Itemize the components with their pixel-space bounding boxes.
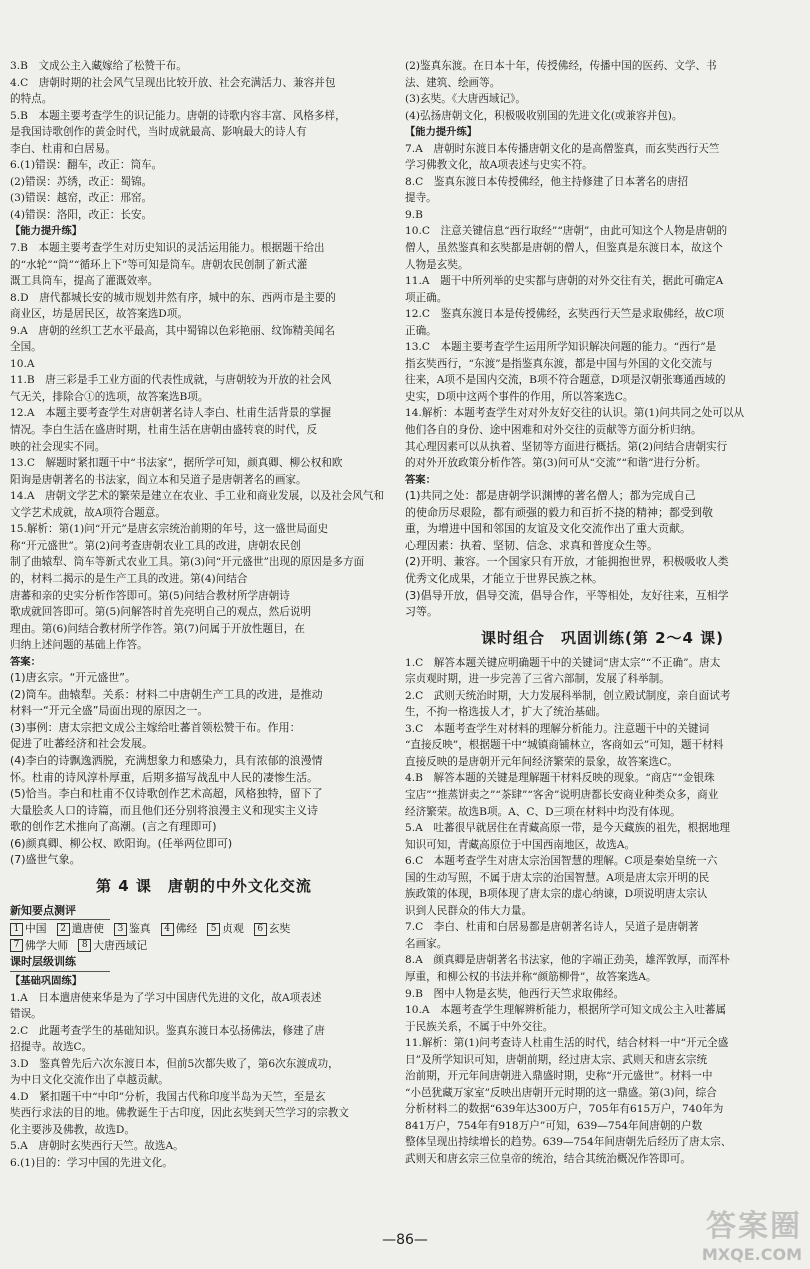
text-line: 3.D 鉴真曾先后六次东渡日本，但前5次都失败了，第6次东渡成功， [10,1057,339,1070]
text-line: 10.A [10,357,35,370]
text-line: 3.C 本题考查学生对材料的理解分析能力。注意题干中的关键词 [405,722,710,735]
text-line: (1)共同之处：都是唐朝学识渊博的著名僧人；都为完成自己 [405,489,696,503]
text-line: 错误。 [10,1008,42,1021]
text-line: 全国。 [10,341,42,354]
text-line: 知识可知，青藏高原位于中国西南地区，故选A。 [405,838,636,851]
text-line: 奘西行求法的目的地。佛教诞生于古印度，因此玄奘到天竺学习的宗教文 [10,1107,349,1120]
text-line: 阳询是唐朝著名的书法家，阎立本和吴道子是唐朝著名的画家。 [10,473,307,486]
text-line: 国的生动写照，不属于唐太宗的治国智慧。A项是唐太宗开明的民 [405,871,710,884]
answer-label: 答案： [10,655,41,668]
text-line: 治前期，开元年间唐朝进入鼎盛时期，史称“开元盛世”。材料一中 [405,1070,713,1083]
text-line: 僧人，虽然鉴真和玄奘都是唐朝的僧人，但鉴真是东渡日本，故这个 [405,242,723,255]
text-line: 唐蕃和亲的史实分析作答即可。第(5)问结合教材所学唐朝诗 [10,589,290,602]
text-line: 10.C 注意关键信息“西行取经”“唐朝”，由此可知这个人物是唐朝的 [405,225,728,238]
text-line: (1)唐玄宗。“开元盛世”。 [10,671,136,685]
text-line: 12.C 鉴真东渡日本是传授佛经，玄奘西行天竺是求取佛经，故C项 [405,308,725,321]
text-line: (5)恰当。李白和杜甫不仅诗歌创作艺术高超，风格独特，留下了 [10,787,323,801]
text-line: 8.D 唐代都城长安的城市规划井然有序，城中的东、西两市是主要的 [10,291,336,304]
text-line: 情况。李白生活在盛唐时期，杜甫生活在唐朝由盛转衰的时代，反 [10,424,318,437]
text-line: 7.A 唐朝时东渡日本传播唐朝文化的是高僧鉴真，而玄奘西行天竺 [405,142,720,155]
text-line: 名画家。 [405,937,448,950]
keypoint-text: 佛经 [175,922,198,936]
text-line: 气无关，排除合①的选项，故答案选B项。 [10,390,209,403]
text-line: 6.C 本题考查学生对唐太宗治国智慧的理解。C项是秦始皇统一六 [405,855,718,868]
text-line: 11.解析：第(1)问考查诗人杜甫生活的时代，结合材料一中“开元全盛 [405,1037,729,1050]
watermark-url: MXQE.COM [701,1245,802,1264]
text-line: 映的社会现实不同。 [10,440,106,453]
text-line: 7.B 本题主要考查学生对历史知识的灵活运用能力。根据题干给出 [10,242,325,255]
watermark-logo: 答案圈 [706,1209,802,1244]
text-line: “直接反映”，根据题干中“城镇商铺林立，客商如云”可知，题干材料 [405,739,724,752]
text-line: 15.解析：第(1)问“开元”是唐玄宗统治前期的年号，这一盛世局面史 [10,523,329,536]
keypoint-text: 贞观 [222,922,244,936]
text-line: 13.C 解题时紧扣题干中“书法家”，据所学可知，颜真卿、柳公权和欧 [10,457,343,470]
text-line: 重，为增进中国和邻国的友谊及文化交流作出了重大贡献。 [405,522,691,536]
text-line: 6.(1)目的：学习中国的先进文化。 [10,1157,173,1169]
number-box: 6 [254,923,267,936]
text-line: 直接反映的是唐朝开元年间经济繁荣的景象，故答案选C。 [405,755,678,768]
text-line: 整体呈现出持续增长的趋势。639—754年间唐朝先后经历了唐太宗、 [405,1136,732,1149]
keypoint-item [254,921,291,938]
answers-block-b [10,240,398,654]
text-line: 9.B [405,208,423,221]
text-line: 8.C 鉴真东渡日本传授佛经，他主持修建了日本著名的唐招 [405,175,689,188]
text-line: 13.C 本题主要考查学生运用所学知识解决问题的能力。“西行”是 [405,341,717,354]
number-box: 8 [78,939,91,952]
text-line: 歌的创作艺术推向了高潮。(言之有理即可) [10,820,217,834]
keypoint-item [10,938,68,955]
text-line: 12.A 本题主要考查学生对唐朝著名诗人李白、杜甫生活背景的掌握 [10,407,332,420]
answers-block-c [405,655,800,1168]
right-column [405,58,800,1168]
text-line: 宗贞观时期，进一步完善了三省六部制，发展了科举制。 [405,673,670,686]
text-line: 归纳上述问题的基础上作答。 [10,639,148,652]
section-heading-basic: 【基础巩固练】 [10,974,83,987]
text-line: 项正确。 [405,291,448,304]
answers-block-c [10,990,398,1172]
text-line: 是我国诗歌创作的黄金时代，当时成就最高、影响最大的诗人有 [10,126,307,139]
answer-label: 答案： [405,473,436,486]
text-line: 11.B 唐三彩是手工业方面的代表性成就，与唐朝较为开放的社会风 [10,374,332,387]
text-line: 学习佛教文化，故A项表述与史实不符。 [405,159,593,172]
text-line: 人物是玄奘。 [405,258,469,271]
text-line: 4.C 唐朝时期的社会风气呈现出比较开放、社会充满活力、兼容并包 [10,76,336,89]
text-line: 史实，D项中这两个事件的作用，所以答案选C。 [405,390,634,403]
text-line: 往来，A项不是国内交流，B项不符合题意，D项是汉朝张骞通西域的 [405,374,726,387]
text-line: 材料一“开元全盛”局面出现的原因之一。 [10,704,209,718]
text-line: 日”及所学知识可知，唐朝前期，经过唐太宗、武则天和唐玄宗统 [405,1053,708,1066]
text-line: 生，不拘一格选拔人才，扩大了统治基础。 [405,706,607,719]
text-line: 的使命历尽艰险，都有顽强的毅力和百折不挠的精神；都受到敬 [405,505,713,519]
text-line: 14.A 唐朝文学艺术的繁荣是建立在农业、手工业和商业发展，以及社会风气和 [10,490,385,503]
text-line: 族政策的体现，B项体现了唐太宗的虚心纳谏，D项说明唐太宗认 [405,888,708,901]
text-line: 于民族关系，不属于中外交往。 [405,1020,554,1033]
keypoint-text: 玄奘 [268,922,291,936]
text-line: 分析材料二的数据“639年达300万户，705年有615万户，740年为 [405,1103,724,1116]
text-line: 1.C 解答本题关键应明确题干中的关键词“唐太宗”“不正确”。唐太 [405,656,721,669]
keypoint-answers-2 [10,938,398,955]
text-line: 习等。 [405,605,438,619]
text-line: 歌成就回答即可。第(5)问解答时首先亮明自己的观点，然后说明 [10,606,312,619]
text-line: 怀。杜甫的诗风淳朴厚重，后期多描写战乱中人民的凄惨生活。 [10,770,318,784]
text-line: 经济繁荣。故选B项。A、C、D三项在材料中均没有体现。 [405,805,681,818]
text-line: 7.C 李白、杜甫和白居易都是唐朝著名诗人，吴道子是唐朝著 [405,921,699,934]
text-line: (4)李白的诗飘逸洒脱，充满想象力和感染力，具有浓郁的浪漫情 [10,753,323,767]
text-line: 14.解析：本题考查学生对对外友好交往的认识。第(1)问共同之处可以从 [405,407,745,420]
text-line: “小邑犹藏万家室”反映出唐朝开元时期的这一鼎盛。第(3)问，综合 [405,1086,717,1099]
text-line: 的特点。 [10,93,53,106]
text-line: 优秀文化成果，才能立于世界民族之林。 [405,571,603,585]
lesson-title: 第 4 课 唐朝的中外文化交流 [96,876,312,895]
text-line: 6.(1)错误：翻车，改正：筒车。 [10,159,163,172]
text-line: (3)错误：越窑，改正：邢窑。 [10,192,153,205]
keypoint-item [207,921,244,938]
text-line: 化主要涉及佛教，故选D。 [10,1123,136,1136]
text-line: (3)倡导开放，倡导交流，倡导合作，平等相处，友好往来，互相学 [405,588,729,602]
text-line: 9.A 唐朝的丝织工艺水平最高，其中蜀锦以色彩艳丽、纹饰精美闻名 [10,324,335,337]
text-line: (4)弘扬唐朝文化，积极吸收别国的先进文化(或兼容并包)。 [405,109,683,122]
number-box: 1 [10,923,23,936]
text-line: 厚重，和柳公权的书法并称“颜筋柳骨”，故答案选A。 [405,970,657,983]
text-line: 的，材料二揭示的是生产工具的改进。第(4)问结合 [10,572,248,585]
keypoint-item [57,921,104,938]
answers-block-a [405,58,800,124]
text-line: 指玄奘西行，“东渡”是指鉴真东渡，都是中国与外国的文化交流与 [405,357,713,370]
text-line: 李白、杜甫和白居易。 [10,142,116,155]
handwritten-answers [405,488,800,620]
number-box: 2 [57,923,70,936]
section-heading: 【能力提升练】 [10,225,83,238]
answers-block-a [10,58,398,223]
text-line: 2.C 武则天统治时期，大力发展科举制，创立殿试制度，亲自面试考 [405,689,731,702]
text-line: (7)盛世气象。 [10,853,81,867]
text-line: 武则天和唐玄宗三位皇帝的统治，结合其统治概况作答即可。 [405,1153,692,1165]
text-line: 正确。 [405,324,437,337]
section-heading: 【能力提升练】 [405,126,478,139]
keypoint-item [78,938,147,955]
text-line: 3.B 文成公主入藏嫁给了松赞干布。 [10,60,187,72]
answers-block-b [405,141,800,472]
text-line: 文学艺术成就，故A项符合题意。 [10,506,166,519]
keypoint-text: 中国 [25,922,47,936]
watermark [682,1201,802,1265]
handwritten-answers [10,670,398,869]
text-line: 1.A 日本遣唐使来华是为了学习中国唐代先进的文化，故A项表述 [10,991,322,1004]
text-line: 841万户，754年有918万户”可知，639—754年间唐朝的户数 [405,1119,703,1132]
text-line: (6)颜真卿、柳公权、欧阳询。(任举两位即可) [10,836,233,850]
text-line: 10.A 本题考查学生理解辨析能力，根据所学可知文成公主入吐蕃属 [405,1004,727,1017]
text-line: 5.A 吐蕃很早就居住在青藏高原一带，是今天藏族的祖先，根据地理 [405,822,730,835]
keypoint-item [114,921,151,938]
keypoint-text: 佛学大师 [25,938,69,952]
keypoint-item [161,921,198,938]
text-line: 商业区，坊是居民区，故答案选D项。 [10,308,188,321]
text-line: 11.A 题干中所列举的史实都与唐朝的对外交往有关，据此可确定A [405,275,724,288]
text-line: 识到人民群众的伟大力量。 [405,904,533,917]
text-line: (2)筒车。曲辕犁。关系：材料二中唐朝生产工具的改进，是推动 [10,687,323,701]
text-line: 8.A 颜真卿是唐朝著名书法家，他的字端正劲美，雄浑敦厚，而浑朴 [405,954,730,967]
text-line: 促进了吐蕃经济和社会发展。 [10,737,153,751]
text-line: 5.A 唐朝时玄奘西行天竺。故选A。 [10,1140,184,1153]
text-line: (2)开明、兼容。一个国家只有开放，才能拥抱世界，积极吸收人类 [405,555,729,569]
text-line: 大量脍炙人口的诗篇，而且他们还分别将浪漫主义和现实主义诗 [10,803,318,817]
number-box: 4 [161,923,174,936]
text-line: 法、建筑、绘画等。 [405,76,501,89]
number-box: 3 [114,923,127,936]
text-line: 溉工具筒车，提高了灌溉效率。 [10,275,159,288]
text-line: 4.D 紧扣题干中“中印”分析，我国古代称印度半岛为天竺，至是玄 [10,1090,326,1103]
text-line: 理由。第(6)问结合教材所学作答。第(7)问属于开放性题目，在 [10,622,305,635]
number-box: 5 [207,923,220,936]
text-line: 心理因素：执着、坚韧、信念、求真和普度众生等。 [405,538,658,552]
text-line: 4.B 解答本题的关键是理解题干材料反映的现象。“商店”“金银珠 [405,772,715,785]
text-line: 招提寺。故选C。 [10,1041,93,1054]
text-line: 其心理因素可以从执着、坚韧等方面进行概括。第(2)问结合唐朝实行 [405,440,728,453]
left-column [10,58,398,1172]
keypoint-text: 遣唐使 [71,922,104,936]
text-line: (3)玄奘。《大唐西域记》。 [405,93,526,106]
text-line: (3)事例：唐太宗把文成公主嫁给吐蕃首领松赞干布。作用： [10,720,301,734]
text-line: (2)鉴真东渡。在日本十年，传授佛经，传播中国的医药、文学、书 [405,60,717,72]
text-line: 为中日文化交流作出了卓越贡献。 [10,1074,169,1087]
section-title: 课时组合 巩固训练(第 2～4 课) [480,628,725,647]
keypoint-answers [10,921,398,938]
text-line: 9.B 图中人物是玄奘，他西行天竺求取佛经。 [405,987,625,1000]
text-line: 称“开元盛世”。第(2)问考查唐朝农业工具的改进，唐朝农民创 [10,539,301,552]
subhead-training: 课时层级训练 [10,954,110,972]
text-line: (2)错误：苏绣，改正：蜀锦。 [10,175,153,188]
keypoint-item [10,921,47,938]
text-line: 的“水轮”“筒”“循环上下”等可知是筒车。唐朝农民创制了新式灌 [10,258,308,271]
text-line: 5.B 本题主要考查学生的识记能力。唐朝的诗歌内容丰富、风格多样， [10,109,346,122]
subhead-new-knowledge: 新知要点测评 [10,903,110,921]
text-line: (4)错误：洛阳，改正：长安。 [10,208,153,221]
text-line: 的对外开放政策分析作答。第(3)问可从“交流”“和谐”进行分析。 [405,457,707,470]
page-number: —86— [382,1232,428,1248]
text-line: 他们各自的身份、途中困难和对外交往的贡献等方面分析归纳。 [405,424,702,437]
number-box: 7 [10,939,23,952]
text-line: 宝店”“推蒸饼卖之”“茶肆”“客舍”说明唐都长安商业种类众多，商业 [405,788,719,801]
keypoint-text: 鉴真 [128,922,151,936]
text-line: 提寺。 [405,192,437,205]
text-line: 2.C 此题考查学生的基础知识。鉴真东渡日本弘扬佛法，修建了唐 [10,1024,325,1037]
text-line: 制了曲辕犁、筒车等新式农业工具。第(3)问“开元盛世”出现的原因是多方面 [10,556,365,569]
keypoint-text: 大唐西域记 [93,938,148,952]
